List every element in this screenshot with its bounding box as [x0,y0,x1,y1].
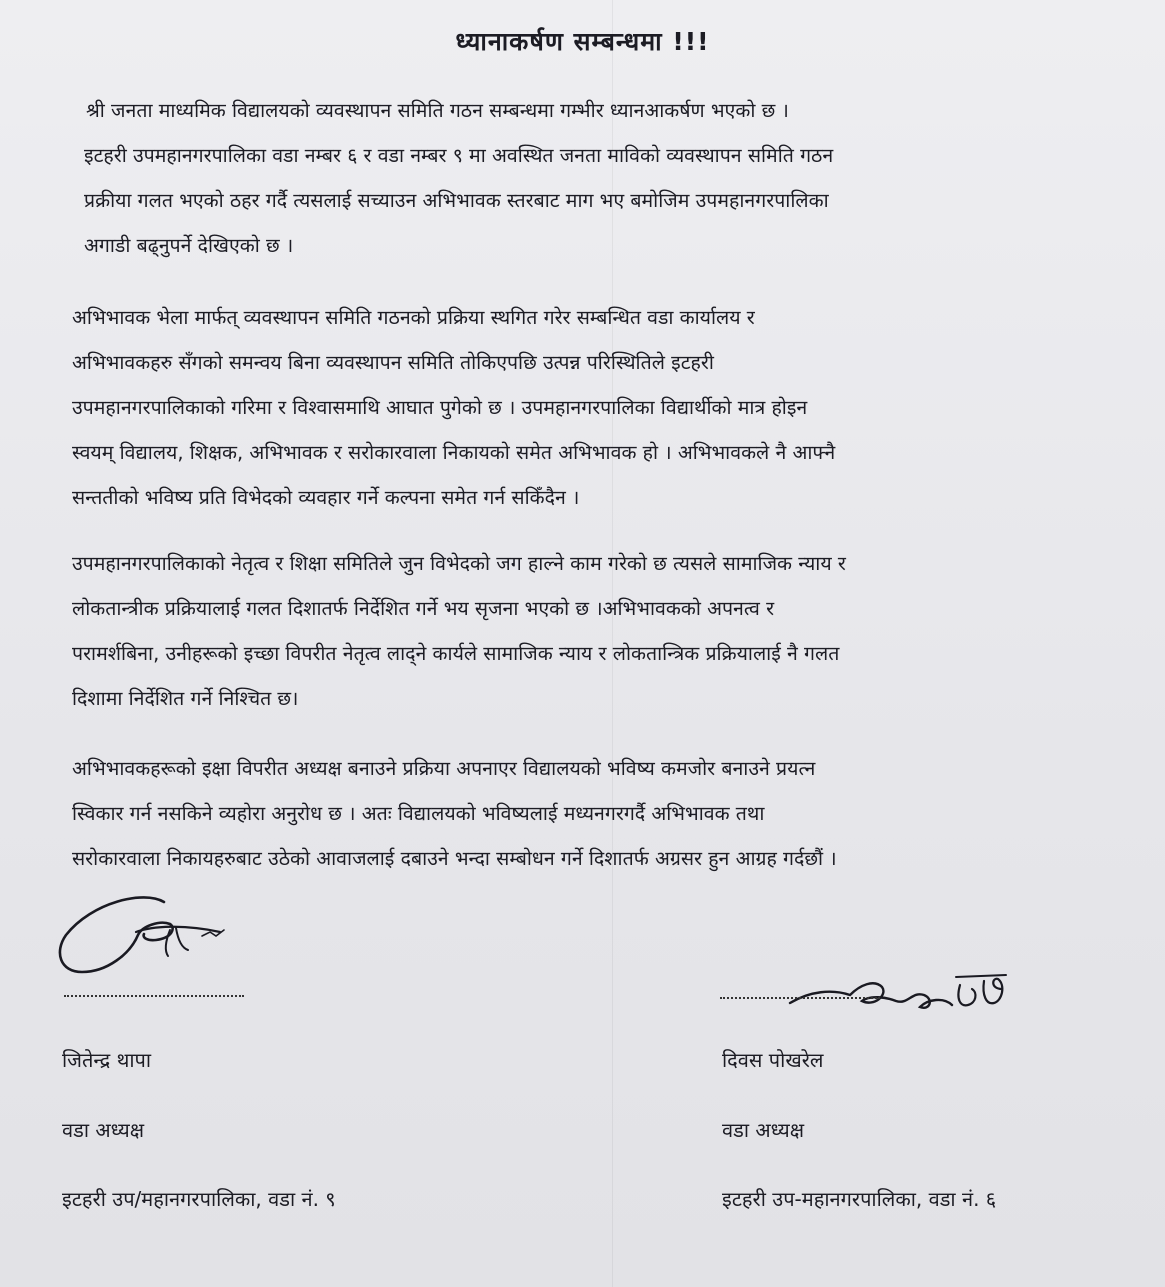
paragraph-line: प्रक्रीया गलत भएको ठहर गर्दै त्यसलाई सच्याउन अभिभावक स्तरबाट माग भए बमोजिम उपमहानगरपालिका [84,189,829,212]
paragraph-line: सरोकारवाला निकायहरुबाट उठेको आवाजलाई दबाउने भन्दा सम्बोधन गर्ने दिशातर्फ अग्रसर हुन आग्रह गर्दछौं । [72,847,837,870]
right-signatory-name: दिवस पोखरेल [722,1048,824,1072]
left-handwritten-signature [52,880,242,980]
right-signatory-role: वडा अध्यक्ष [722,1118,805,1142]
paragraph-line: सन्ततीको भविष्य प्रति विभेदको व्यवहार गर्ने कल्पना समेत गर्न सकिँदैन । [72,486,580,509]
paragraph-line: अगाडी बढ्नुपर्ने देखिएको छ । [84,234,294,257]
left-signatory-office: इटहरी उप/महानगरपालिका, वडा नं. ९ [62,1187,336,1211]
paragraph-line: अभिभावक भेला मार्फत् व्यवस्थापन समिति गठनको प्रक्रिया स्थगित गरेर सम्बन्धित वडा कार्यालय र [72,306,755,329]
paragraph-line: लोकतान्त्रीक प्रक्रियालाई गलत दिशातर्फ निर्देशित गर्ने भय सृजना भएको छ ।अभिभावकको अपनत्व र [72,597,775,620]
document-title: ध्यानाकर्षण सम्बन्धमा !!! [455,27,710,56]
paragraph-line: स्विकार गर्न नसकिने व्यहोरा अनुरोध छ । अतः विद्यालयको भविष्यलाई मध्यनगरगर्दै अभिभावक तथा [72,802,765,825]
right-signature-line [720,997,880,999]
left-signature-line [64,995,244,997]
paragraph-line: उपमहानगरपालिकाको नेतृत्व र शिक्षा समितिले जुन विभेदको जग हाल्ने काम गरेको छ त्यसले सामाजिक न्याय र [72,552,846,575]
right-handwritten-signature [770,955,1030,1025]
paragraph-line: अभिभावकहरु सँगको समन्वय बिना व्यवस्थापन समिति तोकिएपछि उत्पन्न परिस्थितिले इटहरी [72,351,714,374]
paragraph-line: दिशामा निर्देशित गर्ने निश्चित छ। [72,687,299,710]
paragraph-4 [72,746,1112,881]
paragraph-line: उपमहानगरपालिकाको गरिमा र विश्वासमाथि आघात पुगेको छ । उपमहानगरपालिका विद्यार्थीको मात्र होइन [72,396,808,419]
paragraph-line: श्री जनता माध्यमिक विद्यालयको व्यवस्थापन समिति गठन सम्बन्धमा गम्भीर ध्यानआकर्षण भएको छ । [86,99,789,122]
paragraph-line: अभिभावकहरूको इक्षा विपरीत अध्यक्ष बनाउने प्रक्रिया अपनाएर विद्यालयको भविष्य कमजोर बनाउने प्रयत्न [72,757,816,780]
paragraph-2 [72,295,1112,520]
paragraph-1 [72,88,1112,268]
left-signatory-role: वडा अध्यक्ष [62,1118,145,1142]
left-signatory-name: जितेन्द्र थापा [62,1048,152,1072]
paragraph-3 [72,541,1112,721]
paragraph-line: परामर्शबिना, उनीहरूको इच्छा विपरीत नेतृत्व लाद्ने कार्यले सामाजिक न्याय र लोकतान्त्रिक प्रक्रियालाई नै गलत [72,642,840,665]
right-signatory-office: इटहरी उप-महानगरपालिका, वडा नं. ६ [722,1187,997,1211]
paragraph-line: स्वयम् विद्यालय, शिक्षक, अभिभावक र सरोकारवाला निकायको समेत अभिभावक हो । अभिभावकले नै आफ्नै [72,441,836,464]
paragraph-line: इटहरी उपमहानगरपालिका वडा नम्बर ६ र वडा नम्बर ९ मा अवस्थित जनता माविको व्यवस्थापन समिति गठन [84,144,834,167]
